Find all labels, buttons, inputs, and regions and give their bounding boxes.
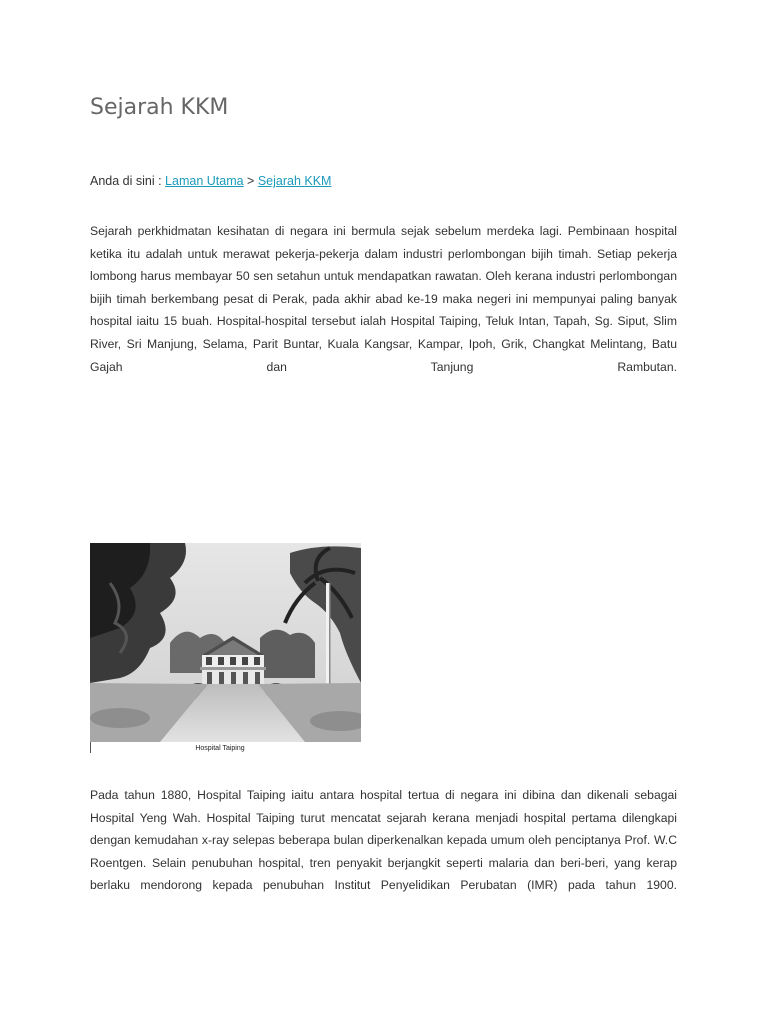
history-paragraph-1: Sejarah perkhidmatan kesihatan di negara ini bermula sejak sebelum merdeka lagi. Pembinaan hospital ketika itu adalah untuk merawat pekerja-pekerja dalam industri perlombongan bijih timah. Setiap pekerja lombong harus membayar 50 sen setahun untuk mendapatkan rawatan. Oleh kerana industri perlombongan bijih timah berkembang pesat di Perak, pada akhir abad ke-19 maka negeri ini mempunyai paling banyak hospital iaitu 15 buah. Hospital-hospital tersebut ialah Hospital Taiping, Teluk Intan, Tapah, Sg. Siput, Slim River, Sri Manjung, Selama, Parit Buntar, Kuala Kangsar, Kampar, Ipoh, Grik, Changkat Melintang, Batu Gajah dan Tanjung Rambutan. [90, 224, 677, 374]
figure-caption: Hospital Taiping [195, 745, 245, 752]
breadcrumb [90, 172, 331, 190]
breadcrumb-prefix: Anda di sini : [90, 174, 166, 188]
breadcrumb-current-link[interactable]: Sejarah KKM [257, 174, 332, 188]
hospital-taiping-photo [90, 543, 361, 742]
page-title: Sejarah KKM [90, 95, 229, 120]
breadcrumb-separator: > [243, 174, 258, 188]
hospital-figure [90, 543, 361, 755]
history-paragraph-2: Pada tahun 1880, Hospital Taiping iaitu antara hospital tertua di negara ini dibina dan dikenali sebagai Hospital Yeng Wah. Hospital Taiping turut mencatat sejarah kerana menjadi hospital pertama dilengkapi dengan kemudahan x-ray selepas beberapa bulan diperkenalkan kepada umum oleh penciptanya Prof. W.C Roentgen. Selain penubuhan hospital, tren penyakit berjangkit seperti malaria dan beri-beri, yang kerap berlaku mendorong kepada penubuhan Institut Penyelidikan Perubatan (IMR) pada tahun 1900. [90, 788, 677, 893]
breadcrumb-home-link[interactable]: Laman Utama [165, 174, 244, 188]
